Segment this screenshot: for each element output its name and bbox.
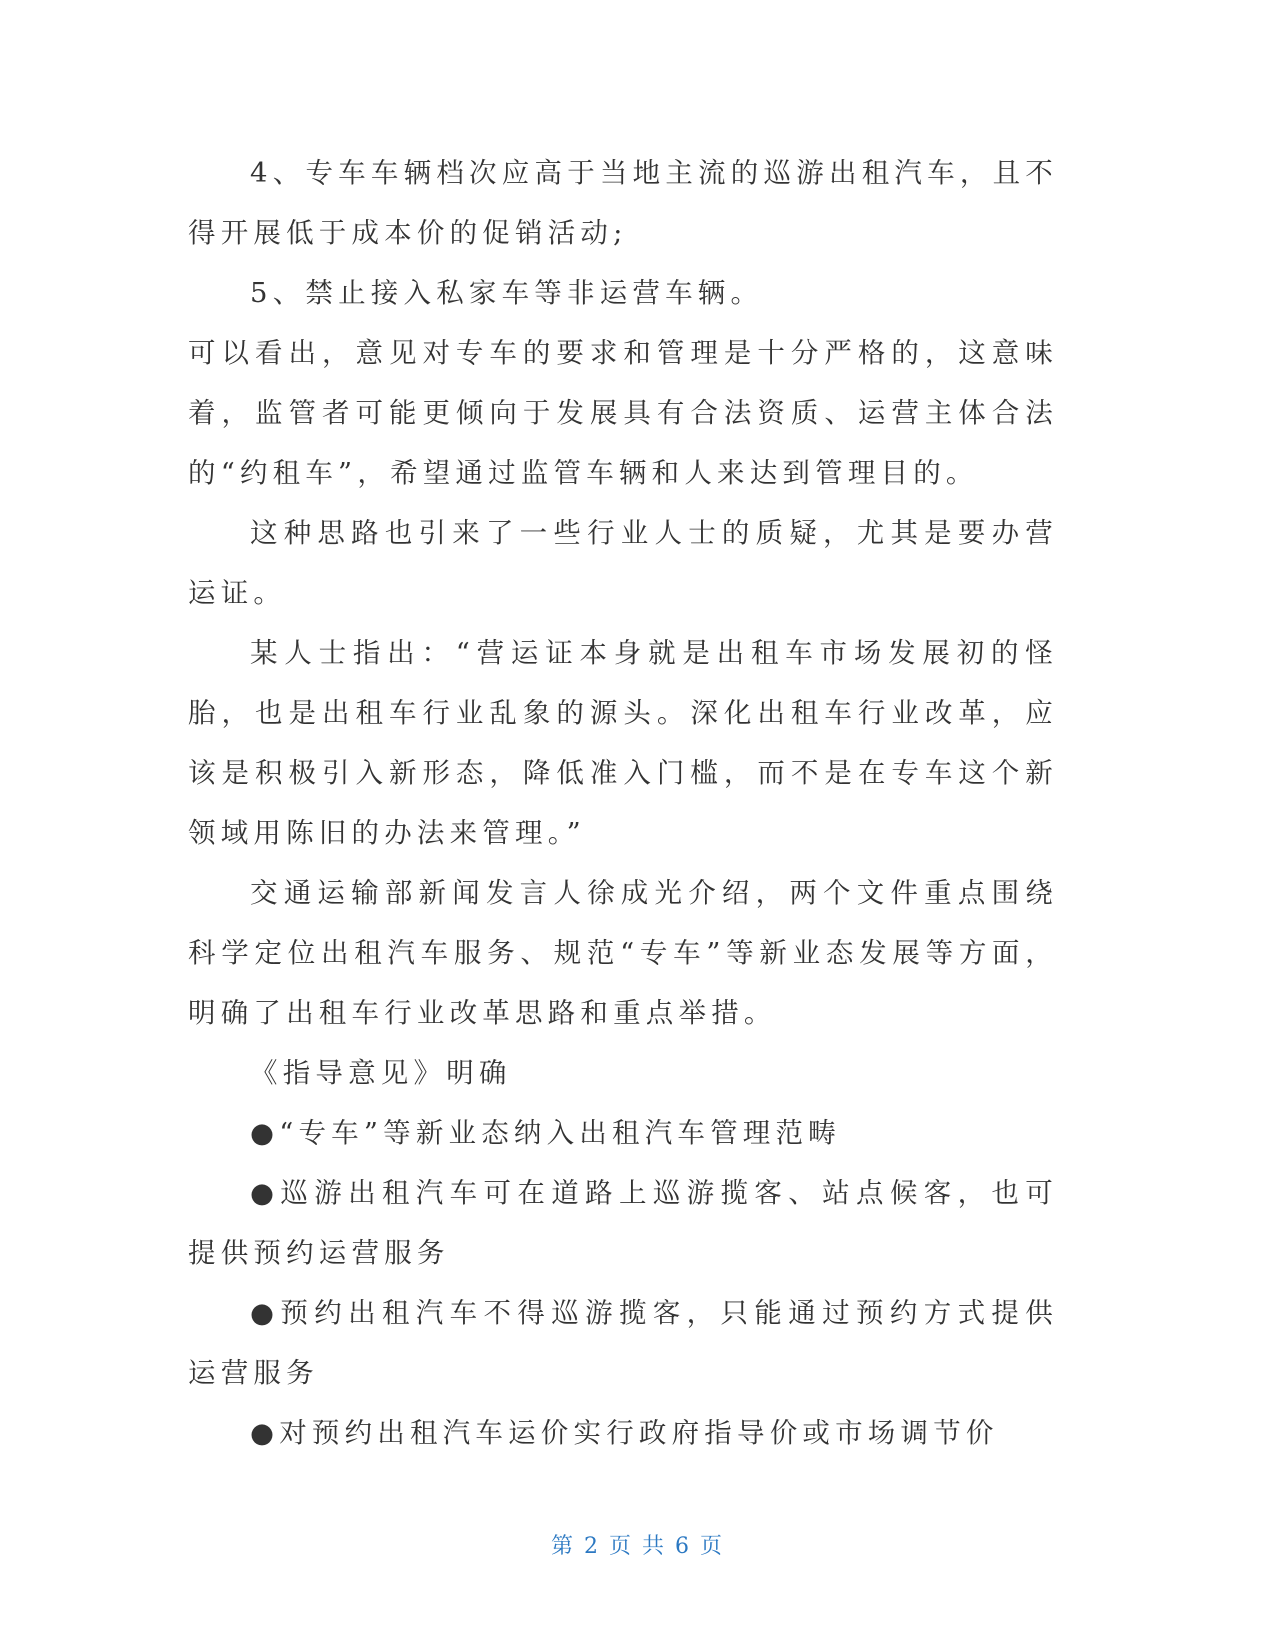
paragraph-doubt: 这种思路也引来了一些行业人士的质疑，尤其是要办营运证。 [188,517,1058,609]
bullet-item: ●对预约出租汽车运价实行政府指导价或市场调节价 [250,1417,999,1449]
page-footer [0,1529,1275,1560]
paragraph-quote: 某人士指出：“营运证本身就是出租车市场发展初的怪胎，也是出租车行业乱象的源头。深化出租车行业改革，应该是积极引入新形态，降低准入门槛，而不是在专车这个新领域用陈旧的办法来管理。” [188,637,1058,849]
paragraph-spokesman: 交通运输部新闻发言人徐成光介绍，两个文件重点围绕科学定位出租汽车服务、规范“专车”等新业态发展等方面，明确了出租车行业改革思路和重点举措。 [188,877,1058,1029]
page-number: 第 2 页 共 6 页 [551,1534,724,1559]
bullet-item: ●预约出租汽车不得巡游揽客，只能通过预约方式提供运营服务 [188,1297,1058,1389]
paragraph-item-5: 5、禁止接入私家车等非运营车辆。 [250,277,764,309]
paragraph-guidance-heading: 《指导意见》明确 [250,1057,512,1089]
paragraph-analysis: 可以看出，意见对专车的要求和管理是十分严格的，这意味着，监管者可能更倾向于发展具有合法资质、运营主体合法的“约租车”，希望通过监管车辆和人来达到管理目的。 [188,337,1058,489]
bullet-item: ●巡游出租汽车可在道路上巡游揽客、站点候客，也可提供预约运营服务 [188,1177,1058,1269]
paragraph-item-4: 4、专车车辆档次应高于当地主流的巡游出租汽车，且不得开展低于成本价的促销活动; [188,157,1058,249]
bullet-item: ●“专车”等新业态纳入出租汽车管理范畴 [250,1117,841,1149]
document-body [188,143,1058,1463]
